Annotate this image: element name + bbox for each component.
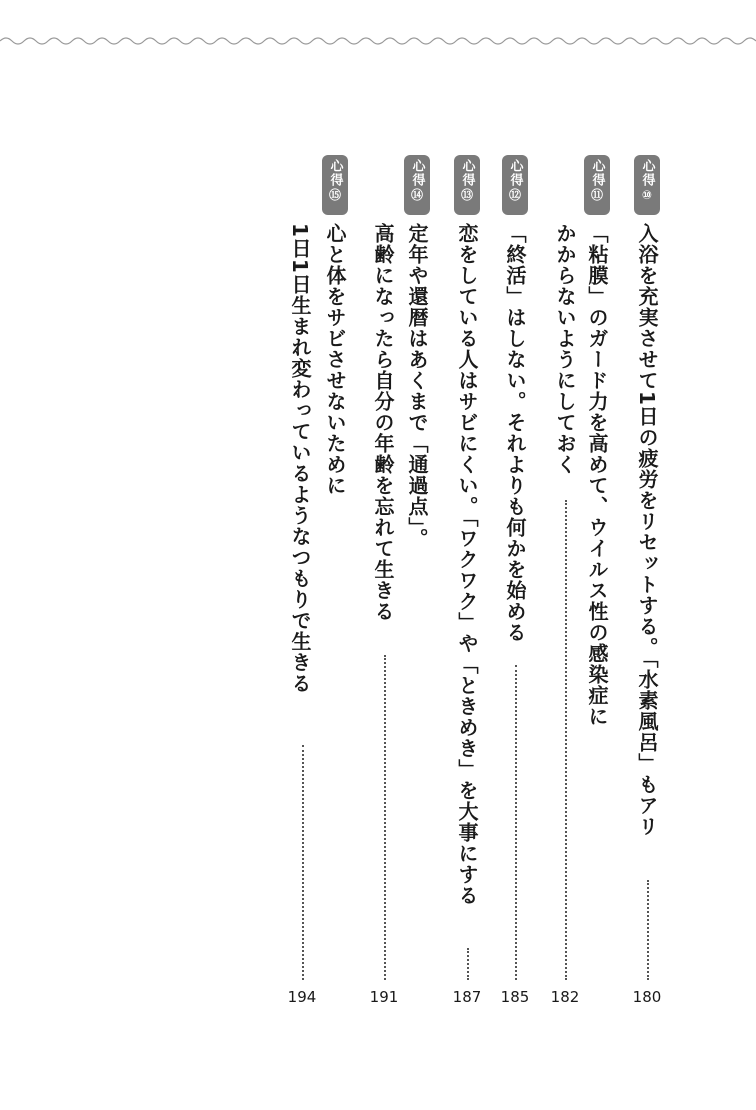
- leader-dots: [565, 500, 567, 980]
- entry-title: 定年や還暦はあくまで「通過点」。: [405, 223, 429, 549]
- entry-badge: [584, 155, 610, 215]
- page-number: 194: [287, 988, 317, 1006]
- leader-dots: [467, 948, 469, 980]
- entry-badge: [322, 155, 348, 215]
- badge-label: 心得: [327, 159, 343, 187]
- entry-badge: [634, 155, 660, 215]
- leader-dots: [302, 745, 304, 980]
- page-number: 185: [500, 988, 530, 1006]
- badge-label: 心得: [507, 159, 523, 187]
- entry-title: 入浴を充実させて1日の疲労をリセットする。「水素風呂」もアリ: [635, 223, 659, 837]
- badge-label: 心得: [639, 159, 655, 187]
- entry-badge: [454, 155, 480, 215]
- entry-title-line2: かからないようにしておく: [553, 223, 577, 475]
- leader-dots: [515, 665, 517, 980]
- page-number: 182: [550, 988, 580, 1006]
- entry-title: 「粘膜」のガード力を高めて、ウイルス性の感染症に: [585, 223, 609, 727]
- badge-number: ⑫: [508, 188, 521, 202]
- badge-label: 心得: [589, 159, 605, 187]
- badge-number: ⑮: [328, 188, 341, 202]
- page-number: 191: [369, 988, 399, 1006]
- leader-dots: [647, 880, 649, 980]
- entry-title-line2: 高齢になったら自分の年齢を忘れて生きる: [371, 223, 395, 622]
- badge-number: ⑩: [641, 188, 653, 202]
- badge-label: 心得: [459, 159, 475, 187]
- entry-title-line2: 1日1日生まれ変わっているようなつもりで生きる: [288, 223, 312, 694]
- entry-title: 「終活」はしない。それよりも何かを始める: [503, 223, 527, 643]
- entry-badge: [502, 155, 528, 215]
- leader-dots: [384, 655, 386, 980]
- entry-title: 恋をしている人はサビにくい。「ワクワク」や「ときめき」を大事にする: [455, 223, 479, 906]
- badge-number: ⑬: [460, 188, 473, 202]
- page-number: 187: [452, 988, 482, 1006]
- badge-number: ⑭: [410, 188, 423, 202]
- badge-label: 心得: [409, 159, 425, 187]
- entry-title: 心と体をサビさせないために: [323, 223, 347, 496]
- page-number: 180: [632, 988, 662, 1006]
- entry-badge: [404, 155, 430, 215]
- badge-number: ⑪: [590, 188, 603, 202]
